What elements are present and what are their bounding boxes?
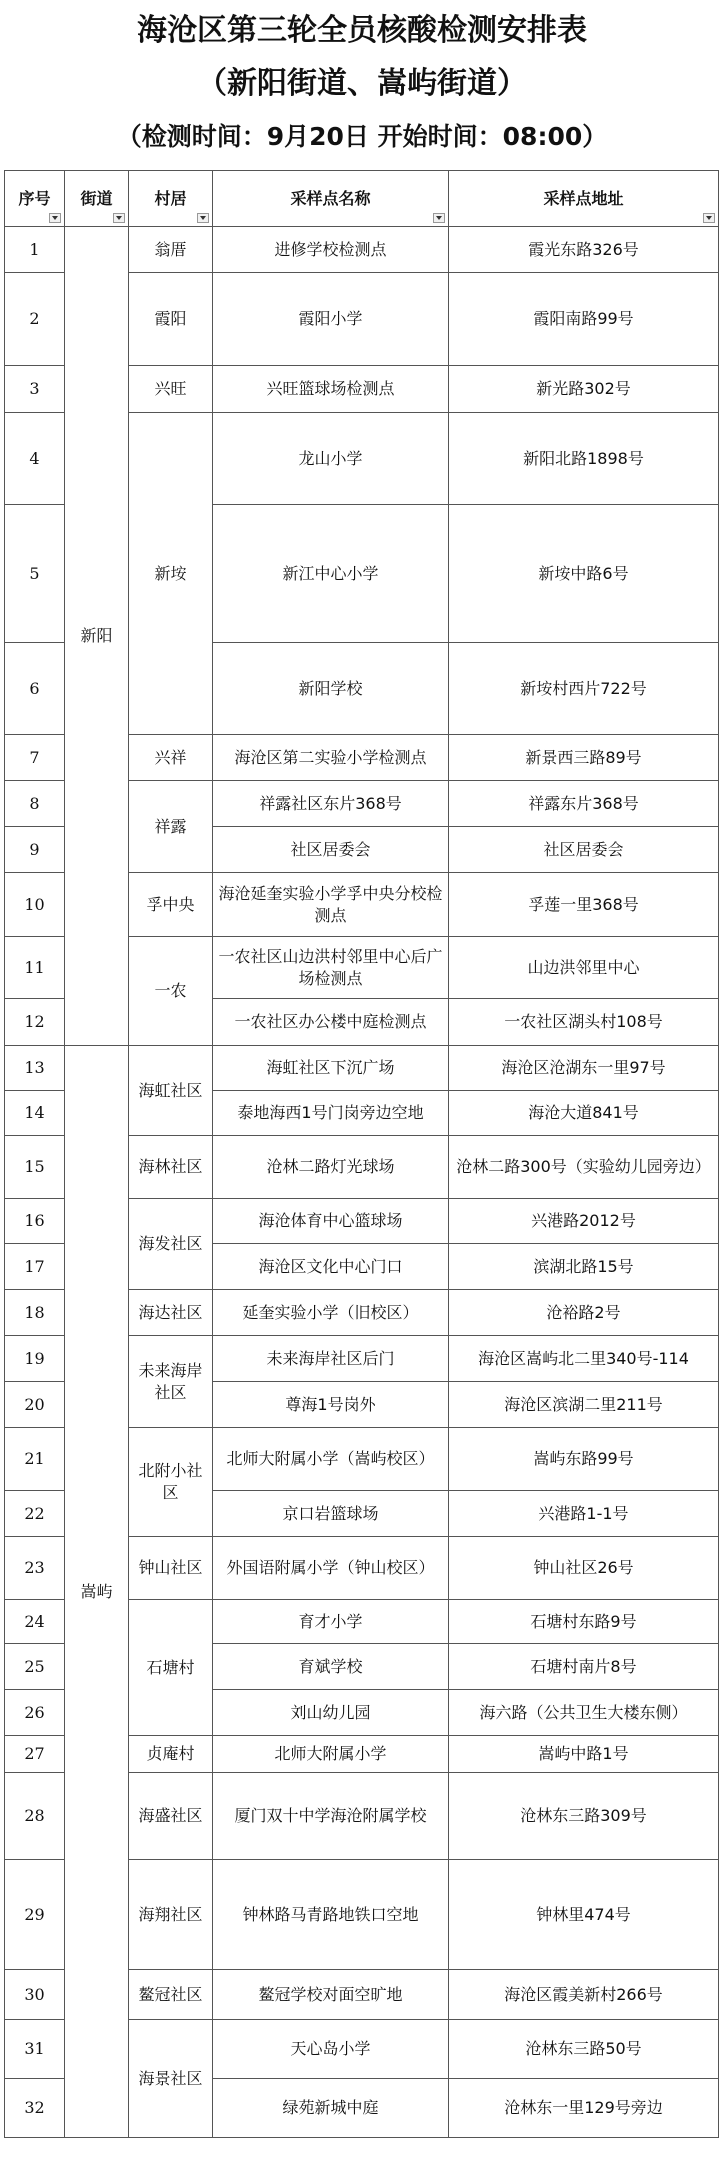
site-name-cell: 北师大附属小学（嵩屿校区） — [213, 1428, 449, 1491]
page-subtitle: （新阳街道、嵩屿街道） — [197, 66, 527, 101]
filter-dropdown-icon[interactable] — [113, 213, 125, 223]
street-cell: 新阳 — [65, 227, 129, 1046]
village-cell: 海林社区 — [129, 1136, 213, 1199]
site-address-cell: 山边洪邻里中心 — [449, 937, 719, 999]
site-name-cell: 海沧体育中心篮球场 — [213, 1199, 449, 1244]
site-name-cell: 龙山小学 — [213, 413, 449, 505]
site-name-cell: 鳌冠学校对面空旷地 — [213, 1970, 449, 2020]
village-cell: 翁厝 — [129, 227, 213, 273]
site-address-cell: 钟林里474号 — [449, 1860, 719, 1970]
village-cell: 孚中央 — [129, 873, 213, 937]
seq-cell: 11 — [5, 937, 65, 999]
seq-cell: 7 — [5, 735, 65, 781]
site-name-cell: 天心岛小学 — [213, 2020, 449, 2079]
seq-cell: 8 — [5, 781, 65, 827]
site-name-cell: 兴旺篮球场检测点 — [213, 366, 449, 413]
village-cell: 海虹社区 — [129, 1046, 213, 1136]
site-address-cell: 嵩屿中路1号 — [449, 1736, 719, 1773]
site-name-cell: 钟林路马青路地铁口空地 — [213, 1860, 449, 1970]
seq-cell: 6 — [5, 643, 65, 735]
site-address-cell: 沧林二路300号（实验幼儿园旁边） — [449, 1136, 719, 1199]
seq-cell: 24 — [5, 1600, 65, 1644]
site-address-cell: 霞光东路326号 — [449, 227, 719, 273]
table-row — [5, 227, 719, 273]
site-address-cell: 海沧区霞美新村266号 — [449, 1970, 719, 2020]
site-address-cell: 滨湖北路15号 — [449, 1244, 719, 1290]
site-name-cell: 北师大附属小学 — [213, 1736, 449, 1773]
seq-cell: 12 — [5, 999, 65, 1046]
seq-cell: 17 — [5, 1244, 65, 1290]
site-name-cell: 未来海岸社区后门 — [213, 1336, 449, 1382]
site-name-cell: 海沧延奎实验小学孚中央分校检测点 — [213, 873, 449, 937]
seq-cell: 20 — [5, 1382, 65, 1428]
village-cell: 鳌冠社区 — [129, 1970, 213, 2020]
site-address-cell: 沧裕路2号 — [449, 1290, 719, 1336]
filter-dropdown-icon[interactable] — [703, 213, 715, 223]
seq-cell: 29 — [5, 1860, 65, 1970]
site-address-cell: 石塘村南片8号 — [449, 1644, 719, 1690]
village-cell: 祥露 — [129, 781, 213, 873]
site-name-cell: 育斌学校 — [213, 1644, 449, 1690]
seq-cell: 25 — [5, 1644, 65, 1690]
site-name-cell: 祥露社区东片368号 — [213, 781, 449, 827]
seq-cell: 3 — [5, 366, 65, 413]
site-name-cell: 育才小学 — [213, 1600, 449, 1644]
site-address-cell: 霞阳南路99号 — [449, 273, 719, 366]
site-address-cell: 沧林东一里129号旁边 — [449, 2079, 719, 2138]
site-name-cell: 霞阳小学 — [213, 273, 449, 366]
site-name-cell: 社区居委会 — [213, 827, 449, 873]
village-cell: 海达社区 — [129, 1290, 213, 1336]
seq-cell: 5 — [5, 505, 65, 643]
site-address-cell: 海六路（公共卫生大楼东侧） — [449, 1690, 719, 1736]
site-name-cell: 一农社区山边洪村邻里中心后广场检测点 — [213, 937, 449, 999]
seq-cell: 1 — [5, 227, 65, 273]
site-address-cell: 社区居委会 — [449, 827, 719, 873]
village-cell: 海翔社区 — [129, 1860, 213, 1970]
site-name-cell: 进修学校检测点 — [213, 227, 449, 273]
col-header-seq[interactable]: 序号 — [5, 171, 65, 227]
filter-dropdown-icon[interactable] — [197, 213, 209, 223]
village-cell: 海发社区 — [129, 1199, 213, 1290]
site-address-cell: 新垵中路6号 — [449, 505, 719, 643]
site-address-cell: 嵩屿东路99号 — [449, 1428, 719, 1491]
village-cell: 一农 — [129, 937, 213, 1046]
site-address-cell: 海沧区沧湖东一里97号 — [449, 1046, 719, 1091]
village-cell: 石塘村 — [129, 1600, 213, 1736]
site-address-cell: 祥露东片368号 — [449, 781, 719, 827]
village-cell: 兴祥 — [129, 735, 213, 781]
site-name-cell: 泰地海西1号门岗旁边空地 — [213, 1091, 449, 1136]
site-name-cell: 海沧区文化中心门口 — [213, 1244, 449, 1290]
seq-cell: 18 — [5, 1290, 65, 1336]
village-cell: 北附小社区 — [129, 1428, 213, 1537]
site-address-cell: 海沧区滨湖二里211号 — [449, 1382, 719, 1428]
seq-cell: 31 — [5, 2020, 65, 2079]
seq-cell: 14 — [5, 1091, 65, 1136]
site-address-cell: 兴港路2012号 — [449, 1199, 719, 1244]
site-address-cell: 兴港路1-1号 — [449, 1491, 719, 1537]
col-header-site-name[interactable]: 采样点名称 — [213, 171, 449, 227]
village-cell: 贞庵村 — [129, 1736, 213, 1773]
seq-cell: 28 — [5, 1773, 65, 1860]
village-cell: 新垵 — [129, 413, 213, 735]
seq-cell: 10 — [5, 873, 65, 937]
site-name-cell: 绿苑新城中庭 — [213, 2079, 449, 2138]
site-name-cell: 外国语附属小学（钟山校区） — [213, 1537, 449, 1600]
seq-cell: 19 — [5, 1336, 65, 1382]
col-header-site-address[interactable]: 采样点地址 — [449, 171, 719, 227]
site-name-cell: 一农社区办公楼中庭检测点 — [213, 999, 449, 1046]
site-address-cell: 一农社区湖头村108号 — [449, 999, 719, 1046]
site-name-cell: 尊海1号岗外 — [213, 1382, 449, 1428]
village-cell: 海景社区 — [129, 2020, 213, 2138]
seq-cell: 15 — [5, 1136, 65, 1199]
site-address-cell: 海沧区嵩屿北二里340号-114 — [449, 1336, 719, 1382]
seq-cell: 26 — [5, 1690, 65, 1736]
site-name-cell: 新阳学校 — [213, 643, 449, 735]
site-address-cell: 钟山社区26号 — [449, 1537, 719, 1600]
village-cell: 兴旺 — [129, 366, 213, 413]
filter-dropdown-icon[interactable] — [49, 213, 61, 223]
street-cell: 嵩屿 — [65, 1046, 129, 2138]
seq-cell: 9 — [5, 827, 65, 873]
seq-cell: 22 — [5, 1491, 65, 1537]
site-address-cell: 新阳北路1898号 — [449, 413, 719, 505]
site-name-cell: 厦门双十中学海沧附属学校 — [213, 1773, 449, 1860]
site-address-cell: 孚莲一里368号 — [449, 873, 719, 937]
site-name-cell: 刘山幼儿园 — [213, 1690, 449, 1736]
header-row — [5, 171, 719, 227]
seq-cell: 23 — [5, 1537, 65, 1600]
site-address-cell: 沧林东三路309号 — [449, 1773, 719, 1860]
site-name-cell: 沧林二路灯光球场 — [213, 1136, 449, 1199]
site-name-cell: 新江中心小学 — [213, 505, 449, 643]
filter-dropdown-icon[interactable] — [433, 213, 445, 223]
site-address-cell: 新垵村西片722号 — [449, 643, 719, 735]
page-title: 海沧区第三轮全员核酸检测安排表 — [137, 13, 587, 48]
seq-cell: 2 — [5, 273, 65, 366]
seq-cell: 4 — [5, 413, 65, 505]
col-header-street[interactable]: 街道 — [65, 171, 129, 227]
seq-cell: 21 — [5, 1428, 65, 1491]
schedule-table — [4, 170, 719, 2138]
site-address-cell: 石塘村东路9号 — [449, 1600, 719, 1644]
village-cell: 未来海岸社区 — [129, 1336, 213, 1428]
seq-cell: 16 — [5, 1199, 65, 1244]
site-address-cell: 新光路302号 — [449, 366, 719, 413]
seq-cell: 13 — [5, 1046, 65, 1091]
site-address-cell: 海沧大道841号 — [449, 1091, 719, 1136]
site-name-cell: 海沧区第二实验小学检测点 — [213, 735, 449, 781]
table-row — [5, 1046, 719, 1091]
test-time-note: （检测时间：9月20日 开始时间：08:00） — [116, 122, 608, 151]
site-name-cell: 海虹社区下沉广场 — [213, 1046, 449, 1091]
village-cell: 霞阳 — [129, 273, 213, 366]
village-cell: 海盛社区 — [129, 1773, 213, 1860]
seq-cell: 32 — [5, 2079, 65, 2138]
site-name-cell: 延奎实验小学（旧校区） — [213, 1290, 449, 1336]
site-address-cell: 新景西三路89号 — [449, 735, 719, 781]
seq-cell: 30 — [5, 1970, 65, 2020]
village-cell: 钟山社区 — [129, 1537, 213, 1600]
site-address-cell: 沧林东三路50号 — [449, 2020, 719, 2079]
col-header-village[interactable]: 村居 — [129, 171, 213, 227]
site-name-cell: 京口岩篮球场 — [213, 1491, 449, 1537]
page-header — [0, 0, 724, 168]
seq-cell: 27 — [5, 1736, 65, 1773]
